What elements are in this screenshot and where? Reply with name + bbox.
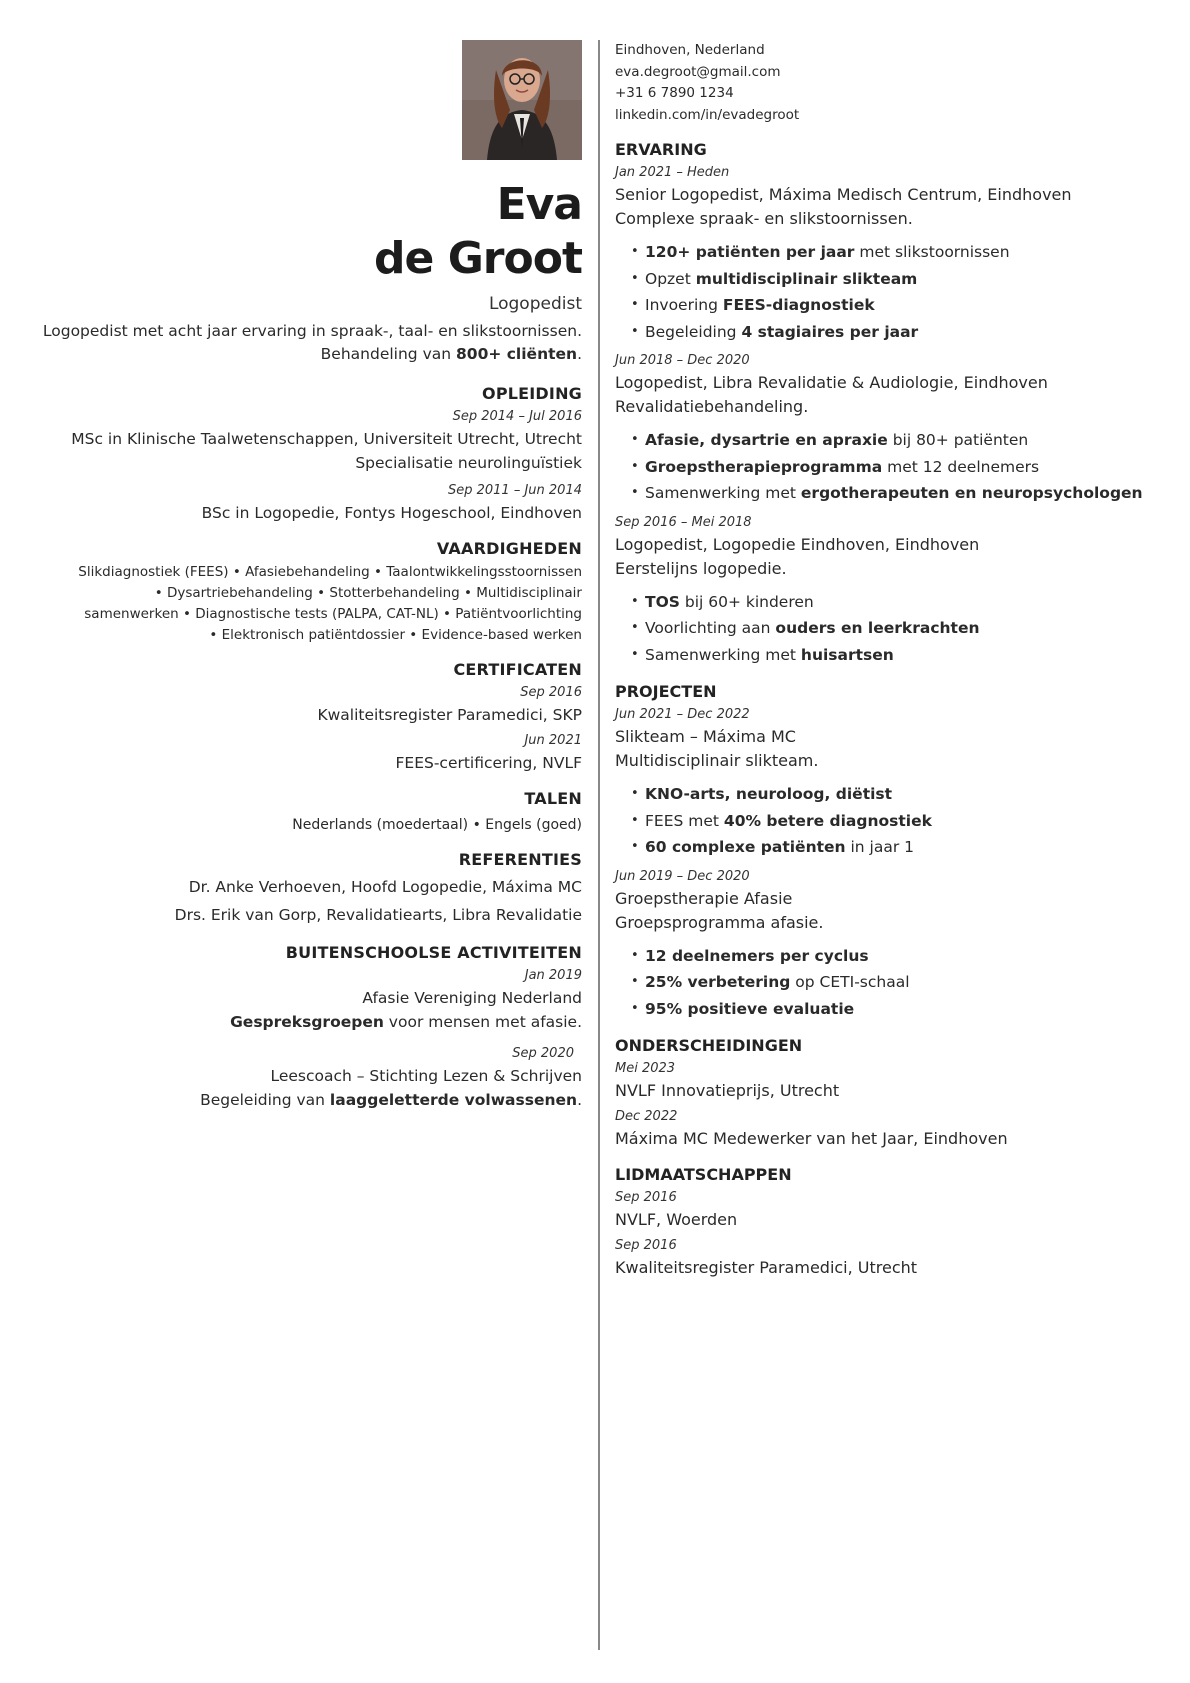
- experience-date: Jan 2021 – Heden: [615, 165, 730, 180]
- project-title: Slikteam – Máxima MC: [615, 727, 796, 746]
- certificate-date: Sep 2016: [520, 685, 582, 700]
- activity-bold: laaggeletterde volwassenen: [329, 1091, 578, 1109]
- project-bullets: [615, 943, 1175, 1023]
- bullet-pre: FEES met: [645, 811, 724, 830]
- project-bullets: [615, 781, 1175, 861]
- bullet-post: in jaar 1: [845, 838, 915, 856]
- skills-line: samenwerken • Diagnostische tests (PALPA, CAT-NL) • Patiëntvoorlichting: [84, 606, 582, 622]
- summary-bold: 800+ cliënten: [456, 345, 578, 363]
- certificate-name: Kwaliteitsregister Paramedici, SKP: [317, 706, 582, 724]
- projects-list: [615, 705, 1175, 1022]
- activity-bold: Gespreksgroepen: [230, 1013, 384, 1031]
- education-degree: MSc in Klinische Taalwetenschappen, Universiteit Utrecht, Utrecht: [71, 430, 582, 448]
- contact-email: eva.degroot@gmail.com: [615, 63, 781, 80]
- project-date: Jun 2021 – Dec 2022: [615, 707, 750, 722]
- experience-title: Senior Logopedist, Máxima Medisch Centrum, Eindhoven: [615, 185, 1072, 204]
- column-divider: [598, 40, 600, 1650]
- bullet-bold: KNO-arts, neuroloog, diëtist: [645, 785, 893, 803]
- activity-date: Sep 2020: [512, 1046, 574, 1061]
- bullet-item: [631, 319, 1175, 346]
- bullet-item: [631, 808, 1175, 835]
- bullet-item: [631, 642, 1175, 669]
- bullet-bold: Afasie, dysartrie en apraxie: [645, 431, 888, 449]
- award-name: Máxima MC Medewerker van het Jaar, Eindhoven: [615, 1129, 1008, 1148]
- activity-pre: Begeleiding van: [200, 1091, 330, 1109]
- bullet-item: [631, 943, 1175, 970]
- bullet-item: [631, 239, 1175, 266]
- right-column: [615, 40, 1175, 1280]
- bullet-bold: Groepstherapieprogramma: [645, 457, 883, 476]
- activity-rest: .: [577, 1091, 582, 1109]
- experience-title: Logopedist, Logopedie Eindhoven, Eindhoven: [615, 534, 980, 554]
- left-column: [40, 40, 582, 1112]
- education-title: OPLEIDING: [482, 384, 582, 403]
- bullet-bold: 25% verbetering: [645, 973, 791, 991]
- skills-line: • Elektronisch patiëntdossier • Evidence-based werken: [209, 627, 582, 643]
- contact-linkedin: linkedin.com/in/evadegroot: [615, 106, 800, 123]
- bullet-pre: Invoering: [645, 296, 723, 314]
- bullet-item: [631, 427, 1175, 454]
- bullet-item: [631, 969, 1175, 996]
- experience-list: [615, 163, 1175, 668]
- contact-location: Eindhoven, Nederland: [615, 42, 765, 58]
- bullet-item: [631, 480, 1175, 507]
- membership-date: Sep 2016: [615, 1190, 677, 1205]
- projects-title: PROJECTEN: [615, 682, 717, 701]
- bullet-bold: TOS: [645, 592, 680, 611]
- experience-date: Sep 2016 – Mei 2018: [615, 514, 752, 530]
- award-date: Mei 2023: [615, 1061, 676, 1076]
- contact-block: [615, 40, 1175, 126]
- experience-title: ERVARING: [615, 140, 707, 159]
- experience-bullets: [615, 427, 1175, 507]
- project-title: Groepstherapie Afasie: [615, 888, 793, 908]
- bullet-bold: 12 deelnemers per cyclus: [645, 946, 869, 965]
- bullet-item: [631, 454, 1175, 481]
- activity-desc: [40, 1088, 582, 1112]
- activity-rest: voor mensen met afasie.: [383, 1013, 582, 1031]
- bullet-item: [631, 615, 1175, 642]
- membership-name: NVLF, Woerden: [615, 1210, 738, 1229]
- summary-end: .: [577, 345, 582, 363]
- membership-name: Kwaliteitsregister Paramedici, Utrecht: [615, 1258, 918, 1277]
- person-role: Logopedist: [488, 294, 582, 314]
- skills-line: • Dysartriebehandeling • Stotterbehandeling • Multidisciplinair: [154, 585, 582, 601]
- bullet-item: [631, 996, 1175, 1023]
- bullet-bold: 60 complexe patiënten: [645, 838, 846, 856]
- experience-description: Revalidatiebehandeling.: [615, 397, 809, 416]
- bullet-bold: multidisciplinair slikteam: [695, 269, 918, 288]
- memberships-title: LIDMAATSCHAPPEN: [615, 1165, 792, 1184]
- extracurricular-title: BUITENSCHOOLSE ACTIVITEITEN: [285, 943, 582, 962]
- activity-desc: [40, 1010, 582, 1034]
- bullet-bold: huisartsen: [800, 645, 894, 664]
- experience-description: Complexe spraak- en slikstoornissen.: [615, 209, 913, 228]
- bullet-item: [631, 781, 1175, 808]
- education-date: Sep 2014 – Jul 2016: [452, 409, 582, 424]
- certificates-title: CERTIFICATEN: [453, 660, 582, 679]
- bullet-bold: FEES-diagnostiek: [722, 296, 875, 314]
- certificate-date: Jun 2021: [524, 733, 582, 748]
- bullet-bold: 95% positieve evaluatie: [645, 999, 855, 1018]
- bullet-post: met slikstoornissen: [854, 243, 1010, 261]
- reference-item: Dr. Anke Verhoeven, Hoofd Logopedie, Máxima MC: [188, 878, 582, 896]
- project-description: Groepsprogramma afasie.: [615, 912, 824, 932]
- skills-line: Slikdiagnostiek (FEES) • Afasiebehandeling • Taalontwikkelingsstoornissen: [78, 564, 582, 580]
- references-title: REFERENTIES: [458, 850, 582, 869]
- bullet-item: [631, 589, 1175, 616]
- languages-title: TALEN: [524, 789, 582, 808]
- activity-name: Leescoach – Stichting Lezen & Schrijven: [270, 1067, 582, 1085]
- profile-photo: [462, 40, 582, 160]
- bullet-pre: Voorlichting aan: [645, 619, 776, 637]
- education-degree: BSc in Logopedie, Fontys Hogeschool, Eindhoven: [201, 504, 582, 522]
- activity-date: Jan 2019: [524, 968, 582, 983]
- bullet-bold: 40% betere diagnostiek: [723, 811, 932, 830]
- bullet-pre: Samenwerking met: [645, 645, 801, 664]
- bullet-bold: 120+ patiënten per jaar: [645, 243, 855, 261]
- skills-title: VAARDIGHEDEN: [436, 539, 582, 558]
- bullet-bold: 4 stagiaires per jaar: [741, 322, 919, 341]
- portrait-image: [462, 40, 582, 160]
- award-name: NVLF Innovatieprijs, Utrecht: [615, 1081, 840, 1100]
- bullet-post: op CETI-schaal: [790, 973, 910, 991]
- bullet-pre: Samenwerking met: [645, 484, 801, 502]
- bullet-pre: Opzet: [645, 269, 696, 288]
- awards-title: ONDERSCHEIDINGEN: [615, 1036, 803, 1055]
- bullet-item: [631, 266, 1175, 293]
- project-date: Jun 2019 – Dec 2020: [615, 868, 750, 884]
- summary: [40, 320, 582, 366]
- reference-item: Drs. Erik van Gorp, Revalidatiearts, Libra Revalidatie: [174, 906, 582, 924]
- experience-bullets: [615, 239, 1175, 345]
- education-date: Sep 2011 – Jun 2014: [447, 483, 582, 498]
- certificate-name: FEES-certificering, NVLF: [395, 754, 582, 772]
- person-last-name: de Groot: [374, 233, 582, 284]
- membership-date: Sep 2016: [615, 1238, 677, 1253]
- experience-bullets: [615, 589, 1175, 669]
- activity-name: Afasie Vereniging Nederland: [362, 989, 582, 1007]
- award-date: Dec 2022: [615, 1109, 678, 1124]
- bullet-bold: ergotherapeuten en neuropsychologen: [800, 484, 1143, 502]
- bullet-post: bij 60+ kinderen: [679, 592, 814, 611]
- bullet-pre: Begeleiding: [645, 322, 742, 341]
- bullet-post: met 12 deelnemers: [882, 457, 1040, 476]
- person-first-name: Eva: [496, 179, 582, 230]
- bullet-item: [631, 834, 1175, 861]
- experience-date: Jun 2018 – Dec 2020: [615, 353, 750, 368]
- bullet-bold: ouders en leerkrachten: [775, 619, 980, 637]
- bullet-item: [631, 292, 1175, 319]
- project-description: Multidisciplinair slikteam.: [615, 751, 819, 770]
- skills-list: [40, 562, 582, 646]
- languages-text: Nederlands (moedertaal) • Engels (goed): [292, 817, 582, 833]
- contact-phone: +31 6 7890 1234: [615, 85, 734, 101]
- experience-title: Logopedist, Libra Revalidatie & Audiologie, Eindhoven: [615, 373, 1048, 392]
- education-detail: Specialisatie neurolinguïstiek: [355, 454, 582, 472]
- bullet-post: bij 80+ patiënten: [887, 431, 1029, 449]
- summary-text: Logopedist met acht jaar ervaring in spraak-, taal- en slikstoornissen. Behandeling van: [42, 322, 582, 363]
- experience-description: Eerstelijns logopedie.: [615, 558, 787, 578]
